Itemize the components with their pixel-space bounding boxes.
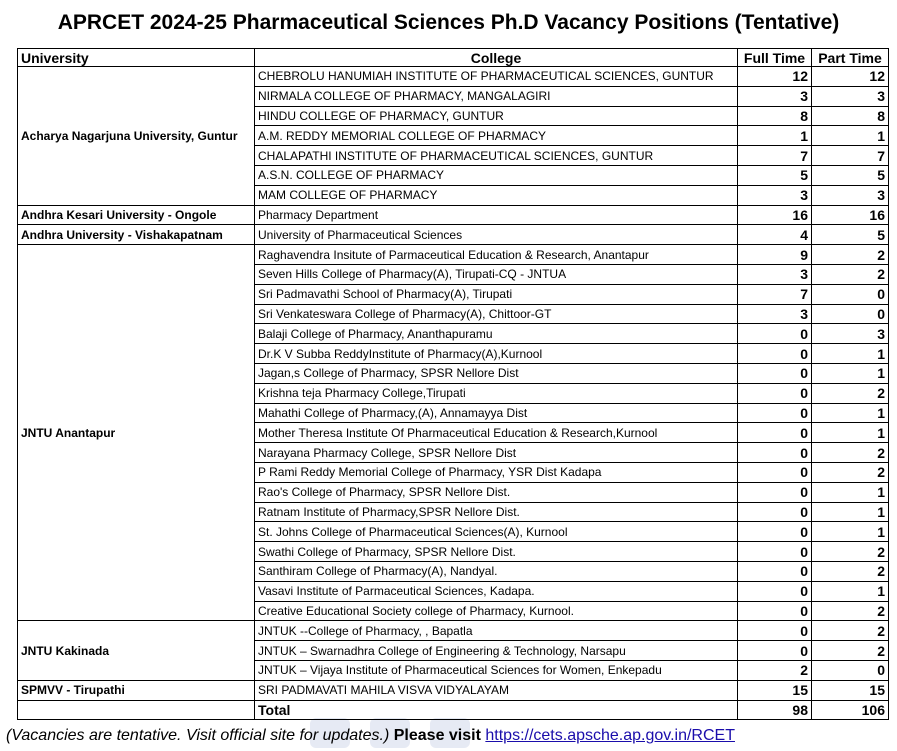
full-time-cell: 9 bbox=[738, 245, 812, 265]
full-time-cell: 5 bbox=[738, 165, 812, 185]
college-cell: JNTUK --College of Pharmacy, , Bapatla bbox=[255, 621, 738, 641]
full-time-cell: 15 bbox=[738, 680, 812, 700]
part-time-cell: 2 bbox=[812, 542, 889, 562]
table-body bbox=[18, 67, 889, 720]
part-time-cell: 1 bbox=[812, 344, 889, 364]
college-cell: Sri Padmavathi School of Pharmacy(A), Tirupati bbox=[255, 284, 738, 304]
total-full-time: 98 bbox=[738, 700, 812, 720]
university-header: University bbox=[18, 49, 255, 67]
full-time-cell: 0 bbox=[738, 581, 812, 601]
table-row bbox=[18, 205, 889, 225]
full-time-cell: 0 bbox=[738, 482, 812, 502]
full-time-cell: 0 bbox=[738, 443, 812, 463]
full-time-cell: 1 bbox=[738, 126, 812, 146]
table-row bbox=[18, 67, 889, 87]
university-cell: JNTU Kakinada bbox=[18, 621, 255, 680]
part-time-cell: 3 bbox=[812, 185, 889, 205]
full-time-cell: 3 bbox=[738, 264, 812, 284]
part-time-cell: 1 bbox=[812, 502, 889, 522]
full-time-cell: 0 bbox=[738, 542, 812, 562]
total-row bbox=[18, 700, 889, 720]
full-time-cell: 0 bbox=[738, 462, 812, 482]
part-time-cell: 5 bbox=[812, 165, 889, 185]
college-cell: St. Johns College of Pharmaceutical Sciences(A), Kurnool bbox=[255, 522, 738, 542]
full-time-cell: 3 bbox=[738, 86, 812, 106]
college-cell: Rao's College of Pharmacy, SPSR Nellore Dist. bbox=[255, 482, 738, 502]
part-time-cell: 0 bbox=[812, 284, 889, 304]
part-time-cell: 1 bbox=[812, 403, 889, 423]
part-time-cell: 3 bbox=[812, 324, 889, 344]
full-time-cell: 0 bbox=[738, 601, 812, 621]
part-time-cell: 5 bbox=[812, 225, 889, 245]
table-header-row bbox=[18, 49, 889, 67]
part-time-cell: 15 bbox=[812, 680, 889, 700]
full-time-cell: 0 bbox=[738, 561, 812, 581]
total-empty-cell bbox=[18, 700, 255, 720]
full-time-cell: 7 bbox=[738, 146, 812, 166]
part-time-cell: 16 bbox=[812, 205, 889, 225]
part-time-cell: 2 bbox=[812, 245, 889, 265]
college-cell: Swathi College of Pharmacy, SPSR Nellore Dist. bbox=[255, 542, 738, 562]
full-time-cell: 0 bbox=[738, 522, 812, 542]
part-time-cell: 1 bbox=[812, 581, 889, 601]
part-time-cell: 2 bbox=[812, 601, 889, 621]
part-time-cell: 2 bbox=[812, 641, 889, 661]
college-cell: Ratnam Institute of Pharmacy,SPSR Nellore Dist. bbox=[255, 502, 738, 522]
part-time-cell: 1 bbox=[812, 522, 889, 542]
part-time-cell: 2 bbox=[812, 621, 889, 641]
full-time-cell: 0 bbox=[738, 403, 812, 423]
full-time-cell: 0 bbox=[738, 363, 812, 383]
part-time-cell: 2 bbox=[812, 264, 889, 284]
university-cell: Andhra University - Vishakapatnam bbox=[18, 225, 255, 245]
table-row bbox=[18, 680, 889, 700]
full-time-cell: 0 bbox=[738, 324, 812, 344]
college-cell: Jagan,s College of Pharmacy, SPSR Nellore Dist bbox=[255, 363, 738, 383]
college-cell: Seven Hills College of Pharmacy(A), Tirupati-CQ - JNTUA bbox=[255, 264, 738, 284]
college-cell: Mother Theresa Institute Of Pharmaceutical Education & Research,Kurnool bbox=[255, 423, 738, 443]
full-time-cell: 0 bbox=[738, 423, 812, 443]
college-cell: A.S.N. COLLEGE OF PHARMACY bbox=[255, 165, 738, 185]
footer bbox=[6, 727, 735, 745]
table-row bbox=[18, 245, 889, 265]
full-time-cell: 4 bbox=[738, 225, 812, 245]
total-part-time: 106 bbox=[812, 700, 889, 720]
part-time-cell: 0 bbox=[812, 304, 889, 324]
page-title: APRCET 2024-25 Pharmaceutical Sciences Ph.D Vacancy Positions (Tentative) bbox=[57, 11, 840, 34]
part-time-cell: 12 bbox=[812, 67, 889, 87]
college-cell: P Rami Reddy Memorial College of Pharmacy, YSR Dist Kadapa bbox=[255, 462, 738, 482]
vacancy-table bbox=[17, 48, 889, 720]
full-time-cell: 0 bbox=[738, 344, 812, 364]
college-cell: CHALAPATHI INSTITUTE OF PHARMACEUTICAL SCIENCES, GUNTUR bbox=[255, 146, 738, 166]
college-header: College bbox=[255, 49, 738, 67]
college-cell: Mahathi College of Pharmacy,(A), Annamayya Dist bbox=[255, 403, 738, 423]
college-cell: Creative Educational Society college of Pharmacy, Kurnool. bbox=[255, 601, 738, 621]
part-time-cell: 7 bbox=[812, 146, 889, 166]
part-time-cell: 2 bbox=[812, 561, 889, 581]
full-time-cell: 8 bbox=[738, 106, 812, 126]
college-cell: JNTUK – Vijaya Institute of Pharmaceutical Sciences for Women, Enkepadu bbox=[255, 660, 738, 680]
college-cell: MAM COLLEGE OF PHARMACY bbox=[255, 185, 738, 205]
full-time-cell: 12 bbox=[738, 67, 812, 87]
footer-note: (Vacancies are tentative. Visit official site for updates.) bbox=[6, 727, 390, 744]
college-cell: Santhiram College of Pharmacy(A), Nandyal. bbox=[255, 561, 738, 581]
part-time-cell: 8 bbox=[812, 106, 889, 126]
part-time-cell: 0 bbox=[812, 660, 889, 680]
college-cell: HINDU COLLEGE OF PHARMACY, GUNTUR bbox=[255, 106, 738, 126]
full-time-cell: 3 bbox=[738, 185, 812, 205]
college-cell: Vasavi Institute of Parmaceutical Sciences, Kadapa. bbox=[255, 581, 738, 601]
full-time-header: Full Time bbox=[738, 49, 812, 67]
college-cell: University of Pharmaceutical Sciences bbox=[255, 225, 738, 245]
part-time-cell: 2 bbox=[812, 383, 889, 403]
full-time-cell: 7 bbox=[738, 284, 812, 304]
part-time-cell: 1 bbox=[812, 423, 889, 443]
full-time-cell: 2 bbox=[738, 660, 812, 680]
university-cell: Andhra Kesari University - Ongole bbox=[18, 205, 255, 225]
college-cell: SRI PADMAVATI MAHILA VISVA VIDYALAYAM bbox=[255, 680, 738, 700]
part-time-header: Part Time bbox=[812, 49, 889, 67]
college-cell: Dr.K V Subba ReddyInstitute of Pharmacy(A),Kurnool bbox=[255, 344, 738, 364]
college-cell: NIRMALA COLLEGE OF PHARMACY, MANGALAGIRI bbox=[255, 86, 738, 106]
part-time-cell: 2 bbox=[812, 462, 889, 482]
part-time-cell: 2 bbox=[812, 443, 889, 463]
college-cell: Pharmacy Department bbox=[255, 205, 738, 225]
university-cell: JNTU Anantapur bbox=[18, 245, 255, 621]
full-time-cell: 16 bbox=[738, 205, 812, 225]
table-row bbox=[18, 225, 889, 245]
please-visit-text: Please visit bbox=[393, 727, 481, 744]
college-cell: Narayana Pharmacy College, SPSR Nellore Dist bbox=[255, 443, 738, 463]
university-cell: Acharya Nagarjuna University, Guntur bbox=[18, 67, 255, 206]
college-cell: A.M. REDDY MEMORIAL COLLEGE OF PHARMACY bbox=[255, 126, 738, 146]
part-time-cell: 3 bbox=[812, 86, 889, 106]
full-time-cell: 0 bbox=[738, 621, 812, 641]
college-cell: Raghavendra Insitute of Parmaceutical Education & Research, Anantapur bbox=[255, 245, 738, 265]
full-time-cell: 0 bbox=[738, 383, 812, 403]
full-time-cell: 3 bbox=[738, 304, 812, 324]
college-cell: Sri Venkateswara College of Pharmacy(A), Chittoor-GT bbox=[255, 304, 738, 324]
full-time-cell: 0 bbox=[738, 641, 812, 661]
college-cell: CHEBROLU HANUMIAH INSTITUTE OF PHARMACEUTICAL SCIENCES, GUNTUR bbox=[255, 67, 738, 87]
part-time-cell: 1 bbox=[812, 126, 889, 146]
part-time-cell: 1 bbox=[812, 363, 889, 383]
college-cell: Balaji College of Pharmacy, Ananthapuramu bbox=[255, 324, 738, 344]
total-label: Total bbox=[255, 700, 738, 720]
college-cell: JNTUK – Swarnadhra College of Engineering & Technology, Narsapu bbox=[255, 641, 738, 661]
table-row bbox=[18, 621, 889, 641]
university-cell: SPMVV - Tirupathi bbox=[18, 680, 255, 700]
official-site-link[interactable]: https://cets.apsche.ap.gov.in/RCET bbox=[485, 727, 735, 744]
college-cell: Krishna teja Pharmacy College,Tirupati bbox=[255, 383, 738, 403]
part-time-cell: 1 bbox=[812, 482, 889, 502]
full-time-cell: 0 bbox=[738, 502, 812, 522]
